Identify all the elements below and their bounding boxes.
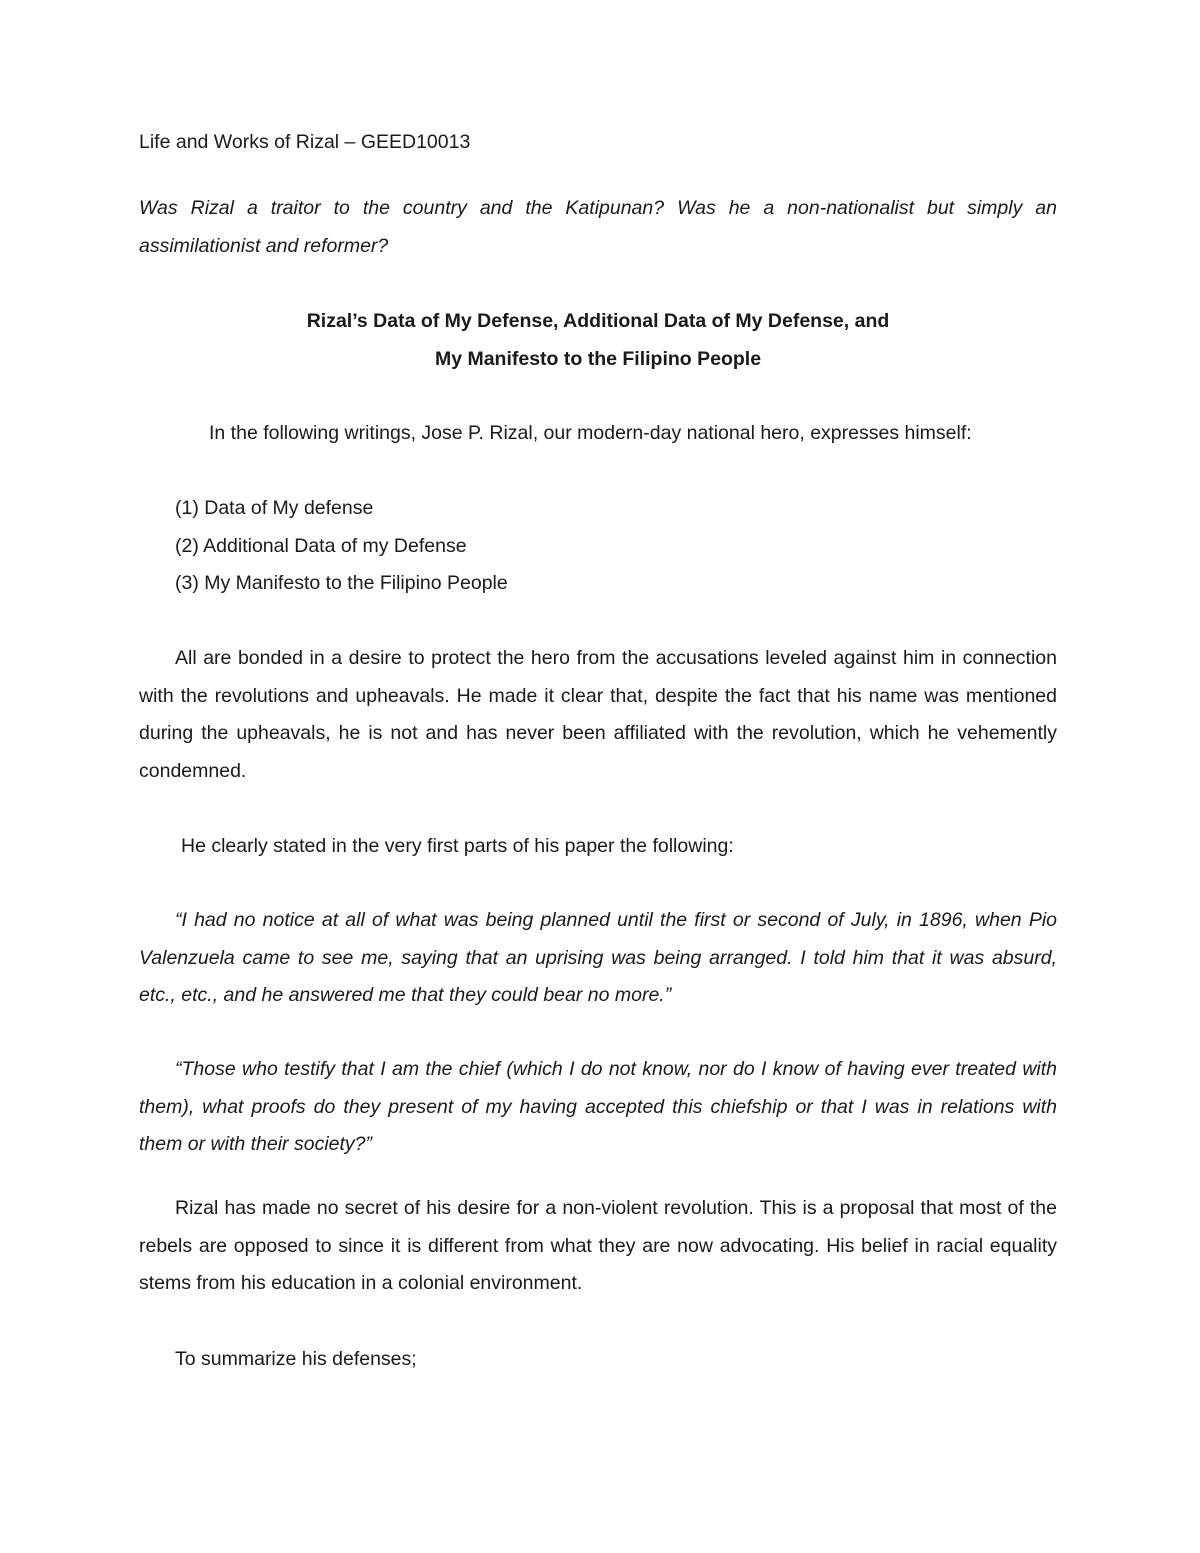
body-paragraph-3: Rizal has made no secret of his desire for a non-violent revolution. This is a proposal that most of the rebels are opposed to since it is different from what they are now advocating. His belief in racial equality stems from his education in a colonial environment. bbox=[139, 1197, 1057, 1294]
list-item: (2) Additional Data of my Defense bbox=[175, 534, 467, 557]
title-line-1: Rizal’s Data of My Defense, Additional Data of My Defense, and bbox=[306, 310, 890, 332]
title-line-2: My Manifesto to the Filipino People bbox=[434, 347, 762, 370]
body-paragraph-4: To summarize his defenses; bbox=[175, 1348, 417, 1370]
intro-paragraph: In the following writings, Jose P. Rizal, our modern-day national hero, expresses himself: bbox=[209, 422, 972, 444]
course-header: Life and Works of Rizal – GEED10013 bbox=[139, 131, 471, 153]
quote-2: “Those who testify that I am the chief (which I do not know, nor do I know of having ever treated with them), what proofs do they present of my having accepted this chiefship or that I was in relations with them or with their society?” bbox=[139, 1058, 1057, 1155]
writings-list bbox=[175, 490, 508, 603]
document-title bbox=[139, 303, 1057, 378]
list-item: (1) Data of My defense bbox=[175, 497, 374, 519]
body-paragraph-2: He clearly stated in the very first parts of his paper the following: bbox=[181, 835, 734, 857]
guiding-question: Was Rizal a traitor to the country and the Katipunan? Was he a non-nationalist but simply an assimilationist and reformer? bbox=[139, 197, 1057, 257]
list-item: (3) My Manifesto to the Filipino People bbox=[175, 572, 508, 594]
body-paragraph-1: All are bonded in a desire to protect the hero from the accusations leveled against him in connection with the revolutions and upheavals. He made it clear that, despite the fact that his name was mentioned during the upheavals, he is not and has never been affiliated with the revolution, which he vehemently condemned. bbox=[139, 647, 1057, 782]
quote-1: “I had no notice at all of what was being planned until the first or second of July, in 1896, when Pio Valenzuela came to see me, saying that an uprising was being arranged. I told him that it was absurd, etc., etc., and he answered me that they could bear no more.” bbox=[139, 909, 1057, 1006]
